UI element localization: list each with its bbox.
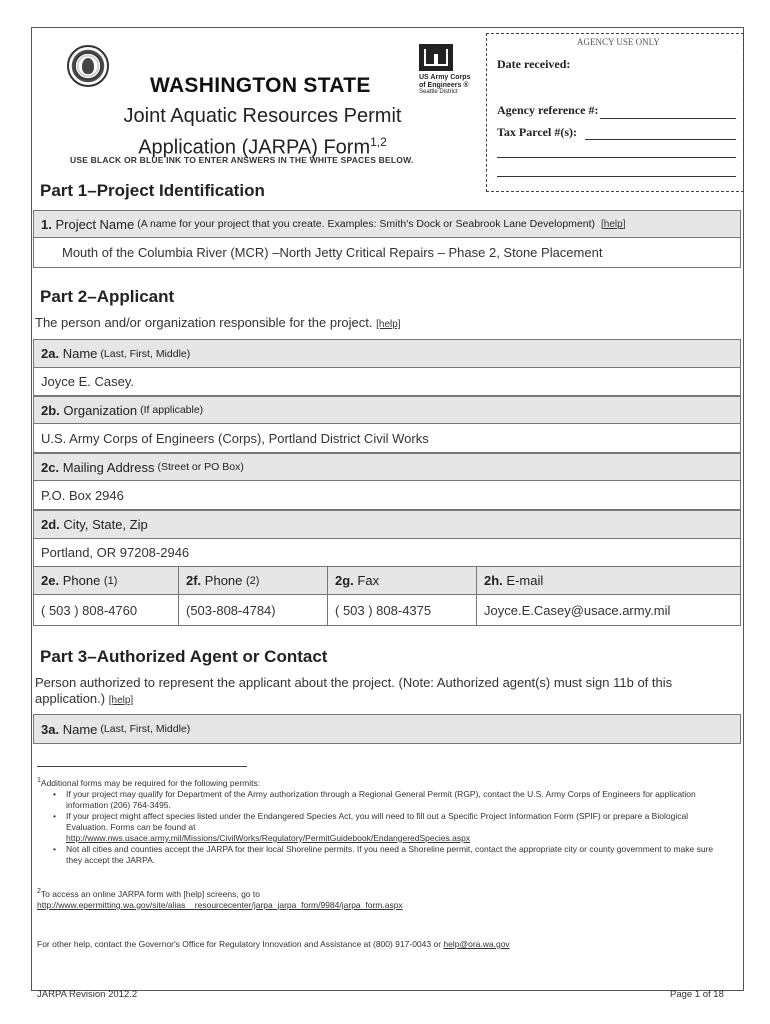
agency-reference-label: Agency reference #: [497,103,599,117]
washington-state-seal-icon [67,45,109,87]
form-title-line2: Application (JARPA) Form [138,136,371,159]
footnote-intro: Additional forms may be required for the following permits: [40,777,261,788]
agency-blank-line-2[interactable] [497,176,736,177]
footnote-rule [37,766,247,767]
footnote-2-text: To access an online JARPA form with [help] screens, go to [40,888,260,899]
part2-title: Part 2–Applicant [40,287,175,306]
contact-value-row [33,594,741,626]
fax-value[interactable]: ( 503 ) 808-4375 [327,594,477,626]
applicant-name-value[interactable]: Joyce E. Casey. [33,368,741,396]
field-label: Phone [204,573,243,588]
phone2-header [178,566,328,595]
part2-desc-text: The person and/or organization responsible for the project. [35,315,373,330]
field-hint: (Last, First, Middle) [100,347,191,360]
page-number: Page 1 of 18 [670,989,724,1000]
footnote-bullet: • If your project may qualify for Department of the Army authorization through a Regional General Permit (RGP), contact the U.S. Army Corps of Engineers for application information (206) 764-3495. [53,789,727,811]
field-number: 2d. [41,517,60,532]
form-title-footnote-mark: 1,2 [370,135,387,149]
agency-use-heading: AGENCY USE ONLY [577,37,660,47]
contact-header-row [33,566,741,595]
agency-use-box [486,33,744,192]
footnote-bullet-text: If your project might affect species listed under the Endangered Species Act, you will need to fill out a Specific Project Information Form (SPIF) or prepare a Biological Evaluation. Forms can be found at [66,810,689,832]
date-received-label: Date received: [497,57,571,71]
fax-header [327,566,477,595]
phone1-value[interactable]: ( 503 ) 808-4760 [33,594,179,626]
field-label: Project Name [55,216,135,232]
usace-logo-text [419,74,470,97]
help-email-link[interactable]: help@ora.wa.gov [443,939,510,949]
footnote-bullet [53,811,727,844]
help-link[interactable]: [help] [601,218,626,230]
footnote-mark: 2 [37,888,41,895]
field-hint: (A name for your project that you create. Examples: Smith's Dock or Seabrook Lane Development) [137,218,596,230]
field-label: Fax [357,573,380,588]
other-help-text: For other help, contact the Governor's Office for Regulatory Innovation and Assistance at (800) 917-0043 or [37,939,442,949]
species-form-link[interactable]: http://www.nws.usace.army.mil/Missions/CivilWorks/Regulatory/PermitGuidebook/EndangeredSpecies.aspx [66,832,471,843]
tax-parcel-line[interactable] [585,139,736,140]
field-label: Phone [62,573,101,588]
field-hint: (2) [246,574,260,587]
online-jarpa-link[interactable]: http://www.epermitting.wa.gov/site/alias__resourcecenter/jarpa_jarpa_form/9984/jarpa_form.aspx [37,899,403,910]
part1-title: Part 1–Project Identification [40,181,265,200]
field-number: 2h. [484,573,503,588]
footnote-1 [37,775,727,866]
form-title [90,103,435,161]
ink-instruction: USE BLACK OR BLUE INK TO ENTER ANSWERS IN THE WHITE SPACES BELOW. [70,155,414,165]
agency-reference-line[interactable] [600,118,736,119]
help-link[interactable]: [help] [376,319,401,330]
field-number: 2e. [41,573,60,588]
other-help [37,939,727,950]
field-hint: (Street or PO Box) [157,461,244,473]
usace-castle-icon [419,44,453,71]
state-title: WASHINGTON STATE [150,74,371,97]
field-number: 2a. [41,346,60,361]
organization-header [33,396,741,424]
agent-name-header [33,714,741,744]
part3-desc-text: Person authorized to represent the applicant about the project. (Note: Authorized agent(s) must sign 11b of this application.) [35,675,673,706]
tax-parcel-label: Tax Parcel #(s): [497,125,577,139]
field-number: 3a. [41,721,60,737]
phone2-value[interactable]: (503-808-4784) [178,594,328,626]
field-number: 1. [41,216,52,232]
field-label: Name [62,346,98,361]
field-number: 2f. [186,573,202,588]
field-label: City, State, Zip [63,517,148,532]
footnote-bullet: • Not all cities and counties accept the JARPA for their local Shoreline permits. If you need a Shoreline permit, contact the appropriate city or county government to make sure they accept the JARPA. [53,844,727,866]
field-hint: (1) [103,574,118,587]
field-number: 2c. [41,459,60,475]
field-label: Mailing Address [62,459,155,475]
part3-title: Part 3–Authorized Agent or Contact [40,647,328,666]
project-name-header [33,210,741,238]
field-hint: (If applicable) [140,404,204,416]
field-hint: (Last, First, Middle) [100,723,191,735]
help-link[interactable]: [help] [108,695,134,706]
usace-line1: US Army Corps [419,74,471,81]
agency-blank-line-1[interactable] [497,157,736,158]
footnote-1-list [37,789,727,866]
usace-line3: Seattle District [419,89,458,95]
field-number: 2g. [335,573,354,588]
email-value[interactable]: Joyce.E.Casey@usace.army.mil [476,594,741,626]
field-label: Organization [63,402,138,418]
field-number: 2b. [41,402,60,418]
email-header [476,566,741,595]
usace-line2: of Engineers ® [419,81,469,89]
city-state-zip-header [33,510,741,539]
mailing-address-header [33,453,741,481]
organization-value[interactable]: U.S. Army Corps of Engineers (Corps), Portland District Civil Works [33,424,741,453]
field-label: E-mail [506,573,544,588]
footnote-2 [37,886,727,911]
phone1-header [33,566,179,595]
city-state-zip-value[interactable]: Portland, OR 97208-2946 [33,539,741,567]
footnote-mark: 1 [37,777,41,784]
field-label: Name [62,721,98,737]
part2-description [35,315,401,333]
project-name-value[interactable]: Mouth of the Columbia River (MCR) –North Jetty Critical Repairs – Phase 2, Stone Placement [33,238,741,268]
revision-label: JARPA Revision 2012.2 [37,989,138,1000]
form-title-line1: Joint Aquatic Resources Permit [123,105,402,127]
applicant-name-header [33,339,741,368]
part3-description [35,675,735,709]
mailing-address-value[interactable]: P.O. Box 2946 [33,481,741,510]
